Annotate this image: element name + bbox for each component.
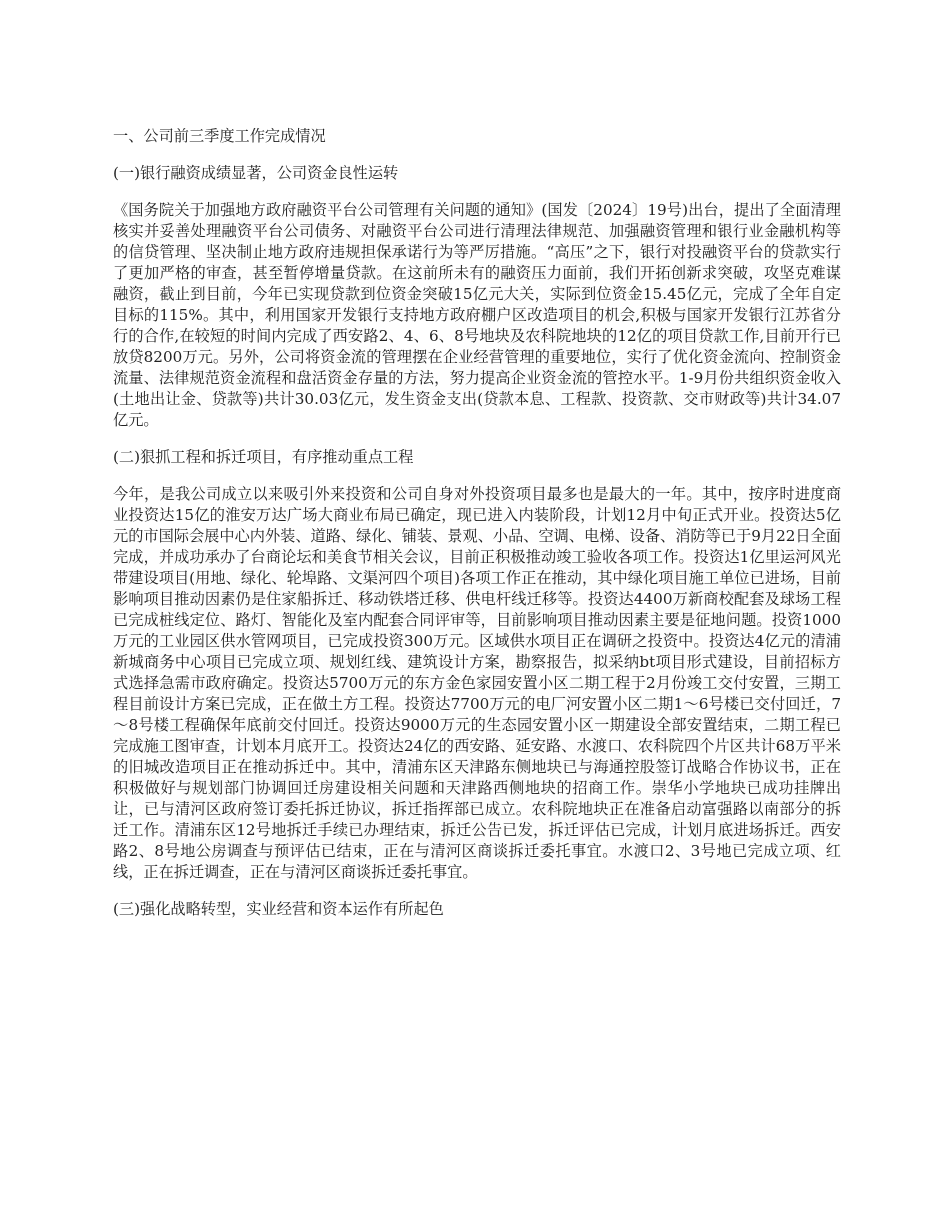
subsection-title-strategic-transformation: (三)强化战略转型，实业经营和资本运作有所起色 xyxy=(113,900,444,918)
document-page xyxy=(113,126,841,936)
paragraph-engineering-projects: 今年，是我公司成立以来吸引外来投资和公司自身对外投资项目最多也是最大的一年。其中，按序时进度商业投资达15亿的淮安万达广场大商业布局已确定，现已进入内装阶段，计划12月中旬正式开业。投资达5亿元的市国际会展中心内外装、道路、绿化、铺装、景观、小品、空调、电梯、设备、消防等已于9月22日全面完成，并成功承办了台商论坛和美食节相关会议，目前正积极推动竣工验收各项工作。投资达1亿里运河风光带建设项目(用地、绿化、轮埠路、文渠河四个项目)各项工作正在推动，其中绿化项目施工单位已进场，目前影响项目推动因素仍是住家船拆迁、移动铁塔迁移、供电杆线迁移等。投资达4400万新商校配套及球场工程已完成桩线定位、路灯、智能化及室内配套合同评审等，目前影响项目推动因素主要是征地问题。投资1000万元的工业园区供水管网项目，已完成投资300万元。区域供水项目正在调研之投资中。投资达4亿元的清浦新城商务中心项目已完成立项、规划红线、建筑设计方案，勘察报告，拟采纳bt项目形式建设，目前招标方式选择急需市政府确定。投资达5700万元的东方金色家园安置小区二期工程于2月份竣工交付安置，三期工程目前设计方案已完成，正在做土方工程。投资达7700万元的电厂河安置小区二期1～6号楼已交付回迁，7～8号楼工程确保年底前交付回迁。投资达9000万元的生态园安置小区一期建设全部安置结束，二期工程已完成施工图审查，计划本月底开工。投资达24亿的西安路、延安路、水渡口、农科院四个片区共计68万平米的旧城改造项目正在推动拆迁中。其中，清浦东区天津路东侧地块已与海通控股签订战略合作协议书，正在积极做好与规划部门协调回迁房建设相关问题和天津路西侧地块的招商工作。崇华小学地块已成功挂牌出让，已与清河区政府签订委托拆迁协议，拆迁指挥部已成立。农科院地块正在准备启动富强路以南部分的拆迁工作。清浦东区12号地拆迁手续已办理结束，拆迁公告已发，拆迁评估已完成，计划月底进场拆迁。西安路2、8号地公房调查与预评估已结束，正在与清河区商谈拆迁委托事宜。水渡口2、3号地已完成立项、红线，正在拆迁调查，正在与清河区商谈拆迁委托事宜。 xyxy=(113,485,841,881)
subsection-title-engineering-projects: (二)狠抓工程和拆迁项目，有序推动重点工程 xyxy=(113,448,414,466)
section-title: 一、公司前三季度工作完成情况 xyxy=(113,127,326,145)
subsection-title-bank-financing: (一)银行融资成绩显著，公司资金良性运转 xyxy=(113,164,399,182)
paragraph-bank-financing: 《国务院关于加强地方政府融资平台公司管理有关问题的通知》(国发〔2024〕19号)出台，提出了全面清理核实并妥善处理融资平台公司债务、对融资平台公司进行清理法律规范、加强融资管理和银行业金融机构等的信贷管理、坚决制止地方政府违规担保承诺行为等严厉措施。“高压”之下，银行对投融资平台的贷款实行了更加严格的审查，甚至暂停增量贷款。在这前所未有的融资压力面前，我们开拓创新求突破，攻坚克难谋融资，截止到目前，今年已实现贷款到位资金突破15亿元大关，实际到位资金15.45亿元，完成了全年自定目标的115%。其中，利用国家开发银行支持地方政府棚户区改造项目的机会,积极与国家开发银行江苏省分行的合作,在较短的时间内完成了西安路2、4、6、8号地块及农科院地块的12亿的项目贷款工作,目前开行已放贷8200万元。另外，公司将资金流的管理摆在企业经营管理的重要地位，实行了优化资金流向、控制资金流量、法律规范资金流程和盘活资金存量的方法，努力提高企业资金流的管控水平。1-9月份共组织资金收入(土地出让金、贷款等)共计30.03亿元，发生资金支出(贷款本息、工程款、投资款、交市财政等)共计34.07亿元。 xyxy=(113,201,841,429)
